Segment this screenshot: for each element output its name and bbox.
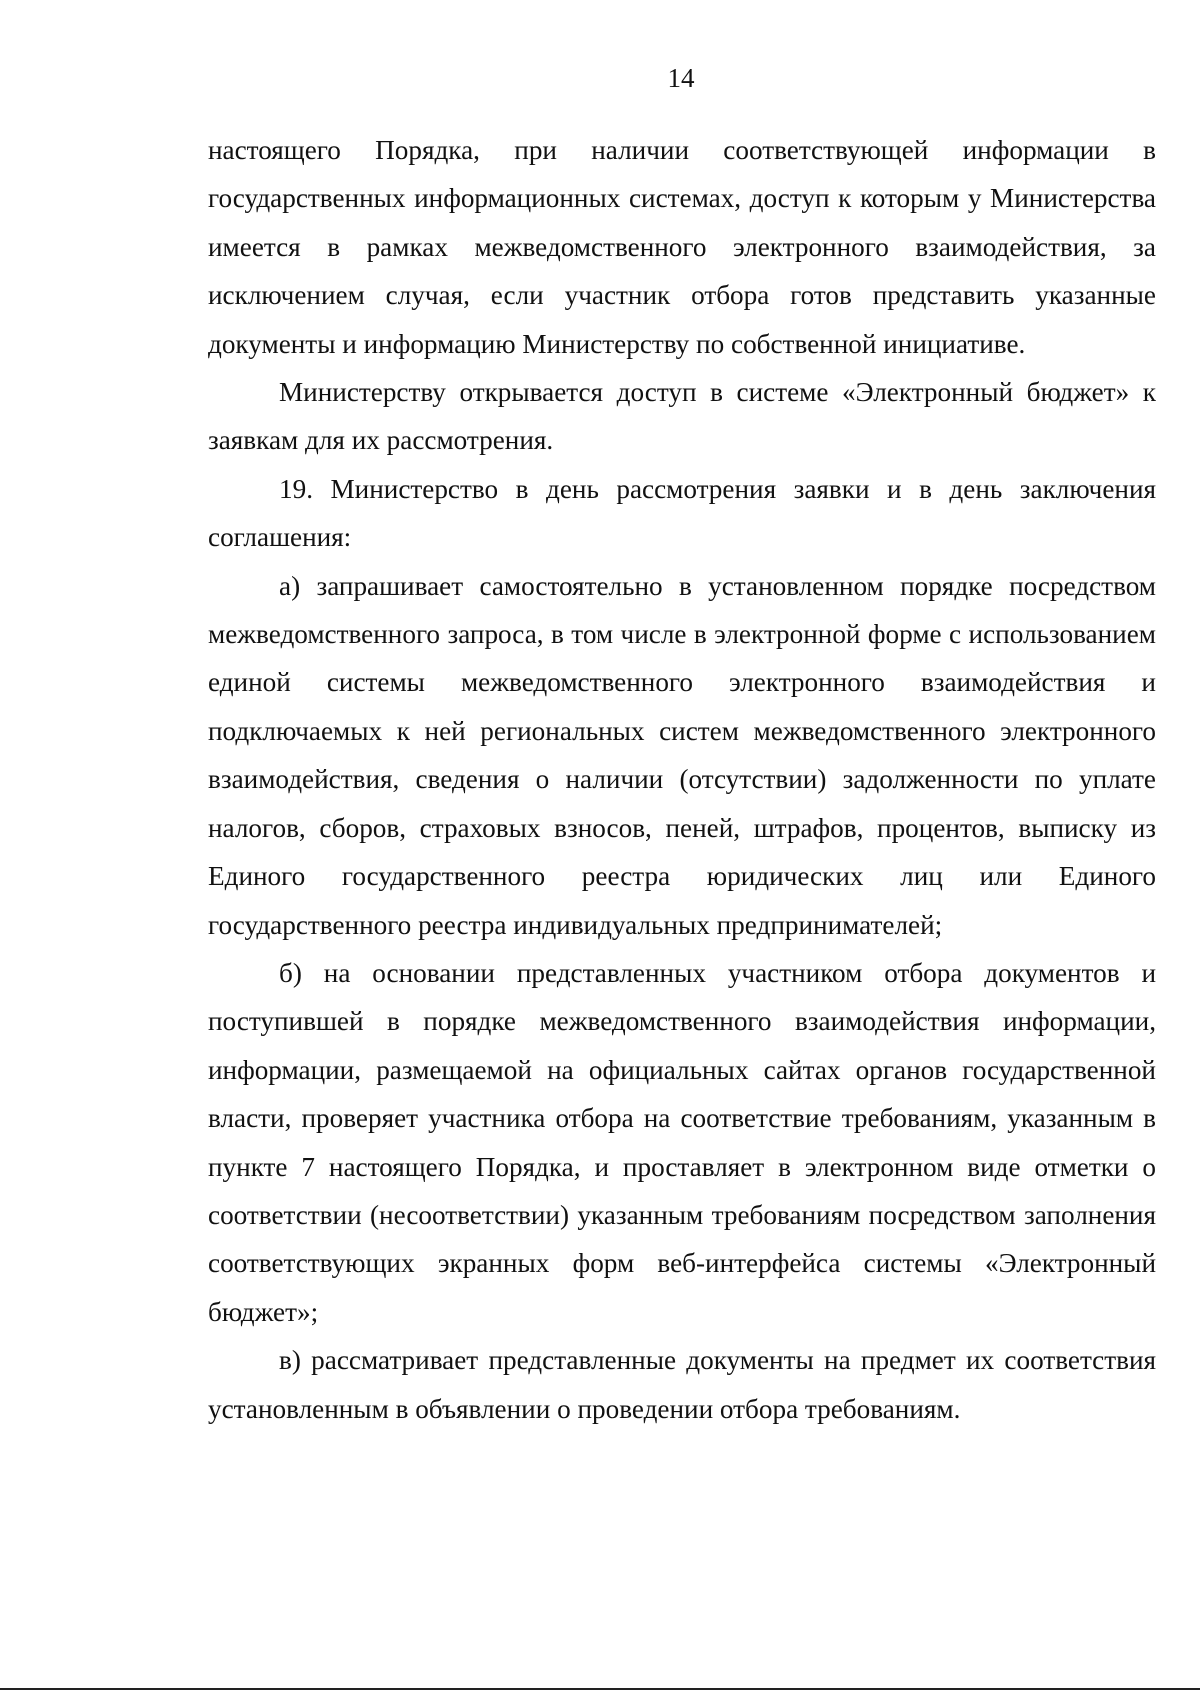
paragraph-item-19: 19. Министерство в день рассмотрения заявки и в день заключения соглашения: xyxy=(208,473,1156,553)
paragraph-item-b: б) на основании представленных участником отбора документов и поступившей в порядке межведомственного взаимодействия информации, информации, размещаемой на официальных сайтах органов государственной власти, проверяет участника отбора на соответствие требованиям, указанным в пункте 7 настоящего Порядка, и проставляет в электронном виде отметки о соответствии (несоответствии) указанным требованиям посредством заполнения соответствующих экранных форм веб-интерфейса системы «Электронный бюджет»; xyxy=(208,957,1156,1327)
paragraph-item-v: в) рассматривает представленные документы на предмет их соответствия установленным в объявлении о проведении отбора требованиям. xyxy=(208,1345,1156,1424)
bottom-scan-edge xyxy=(0,1688,1200,1690)
paragraph-access: Министерству открывается доступ в системе «Электронный бюджет» к заявкам для их рассмотрения. xyxy=(208,377,1156,456)
paragraph-item-a: а) запрашивает самостоятельно в установленном порядке посредством межведомственного запроса, в том числе в электронной форме с использованием единой системы межведомственного электронного взаимодействия и подключаемых к ней региональных систем межведомственного электронного взаимодействия, сведения о наличии (отсутствии) задолженности по уплате налогов, сборов, страховых взносов, пеней, штрафов, процентов, выписку из Единого государственного реестра юридических лиц или Единого государственного реестра индивидуальных предпринимателей; xyxy=(208,570,1156,940)
page-number: 14 xyxy=(667,63,695,93)
document-body xyxy=(208,126,1156,1433)
paragraph-continuation: настоящего Порядка, при наличии соответствующей информации в государственных информационных системах, доступ к которым у Министерства имеется в рамках межведомственного электронного взаимодействия, за исключением случая, если участник отбора готов представить указанные документы и информацию Министерству по собственной инициативе. xyxy=(208,135,1156,359)
